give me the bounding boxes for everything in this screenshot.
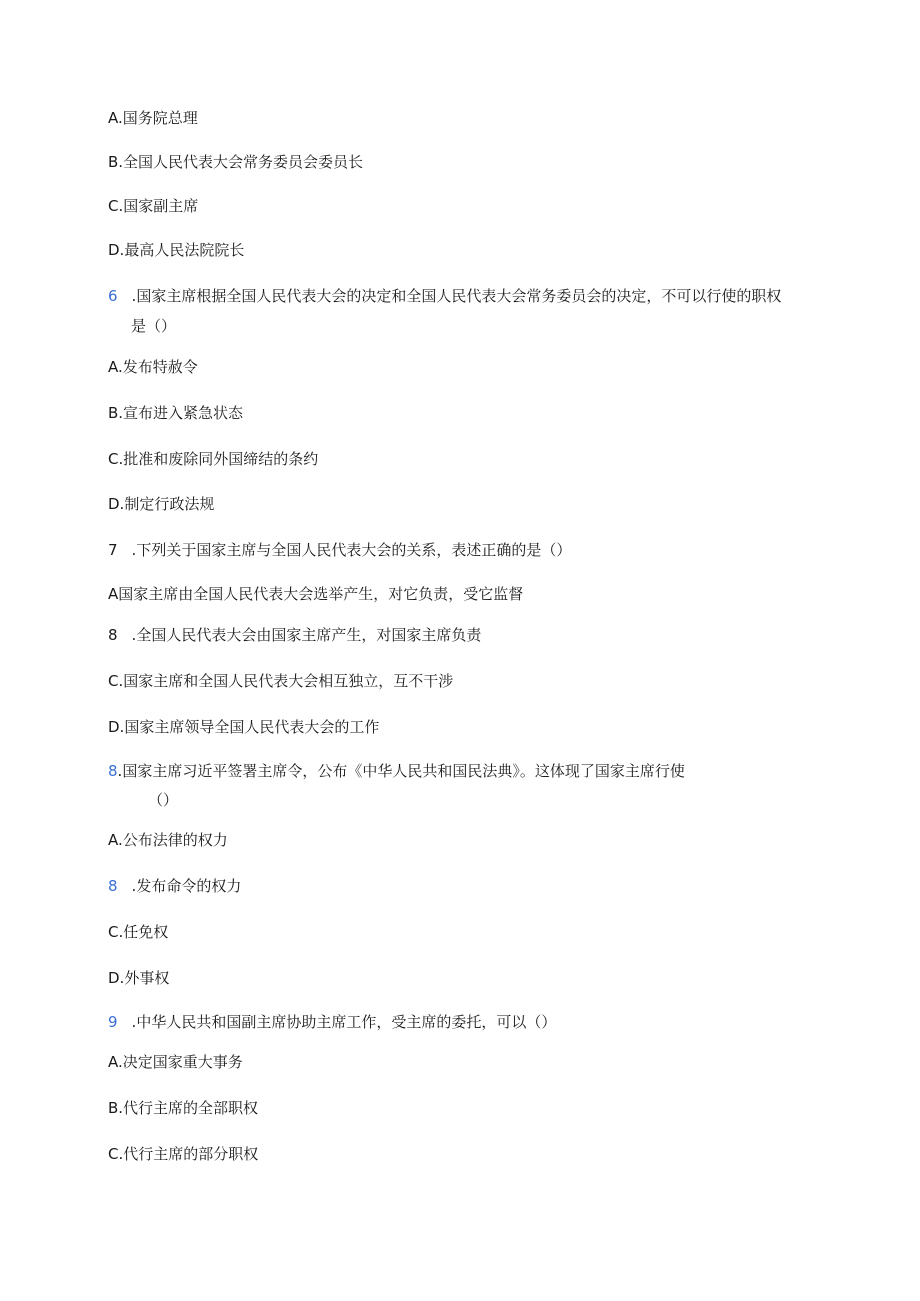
q7-option-b: [108, 625, 481, 645]
q8-option-c: C.任免权: [108, 923, 169, 941]
q6-option-d: D.制定行政法规: [108, 495, 215, 513]
q8-text: .国家主席习近平签署主席令，公布《中华人民共和国民法典》。这体现了国家主席行使: [117, 762, 685, 780]
q9-text: .中华人民共和国副主席协助主席工作，受主席的委托，可以（）: [131, 1013, 557, 1031]
q7-option-c: C.国家主席和全国人民代表大会相互独立，互不干涉: [108, 672, 454, 690]
q8-stem-continued: （）: [148, 791, 179, 809]
q8-option-b: [108, 876, 241, 896]
q8-number: 8: [108, 762, 118, 780]
q8-option-d: D.外事权: [108, 969, 170, 987]
q9-option-c: C.代行主席的部分职权: [108, 1145, 259, 1163]
q8-option-b-text: .发布命令的权力: [131, 877, 242, 895]
q6-stem: [108, 286, 781, 306]
q9-option-a: A.决定国家重大事务: [108, 1053, 243, 1071]
q7-option-b-number: 8: [108, 626, 118, 644]
q6-option-a: A.发布特赦令: [108, 358, 198, 376]
q6-option-b: B.宣布进入紧急状态: [108, 404, 244, 422]
q8-stem: [108, 761, 685, 781]
q7-option-a: A国家主席由全国人民代表大会选举产生，对它负责，受它监督: [108, 585, 524, 603]
q5-option-a: A.国务院总理: [108, 109, 198, 127]
q7-option-b-text: .全国人民代表大会由国家主席产生，对国家主席负责: [131, 626, 482, 644]
q7-stem: [108, 540, 571, 560]
q7-text: .下列关于国家主席与全国人民代表大会的关系，表述正确的是（）: [131, 541, 572, 559]
q7-number: 7: [108, 541, 118, 559]
q9-stem: [108, 1012, 556, 1032]
q5-option-c: C.国家副主席: [108, 197, 199, 215]
q6-option-c: C.批准和废除同外国缔结的条约: [108, 450, 319, 468]
q7-option-d: D.国家主席领导全国人民代表大会的工作: [108, 718, 380, 736]
q9-option-b: B.代行主席的全部职权: [108, 1099, 259, 1117]
q5-option-b: B.全国人民代表大会常务委员会委员长: [108, 153, 364, 171]
q8-option-b-number: 8: [108, 877, 118, 895]
q6-text: .国家主席根据全国人民代表大会的决定和全国人民代表大会常务委员会的决定，不可以行使的职权: [131, 287, 782, 305]
q6-number: 6: [108, 287, 118, 305]
q9-number: 9: [108, 1013, 118, 1031]
q6-stem-continued: 是（）: [131, 317, 177, 335]
q8-option-a: A.公布法律的权力: [108, 831, 228, 849]
q5-option-d: D.最高人民法院院长: [108, 241, 245, 259]
